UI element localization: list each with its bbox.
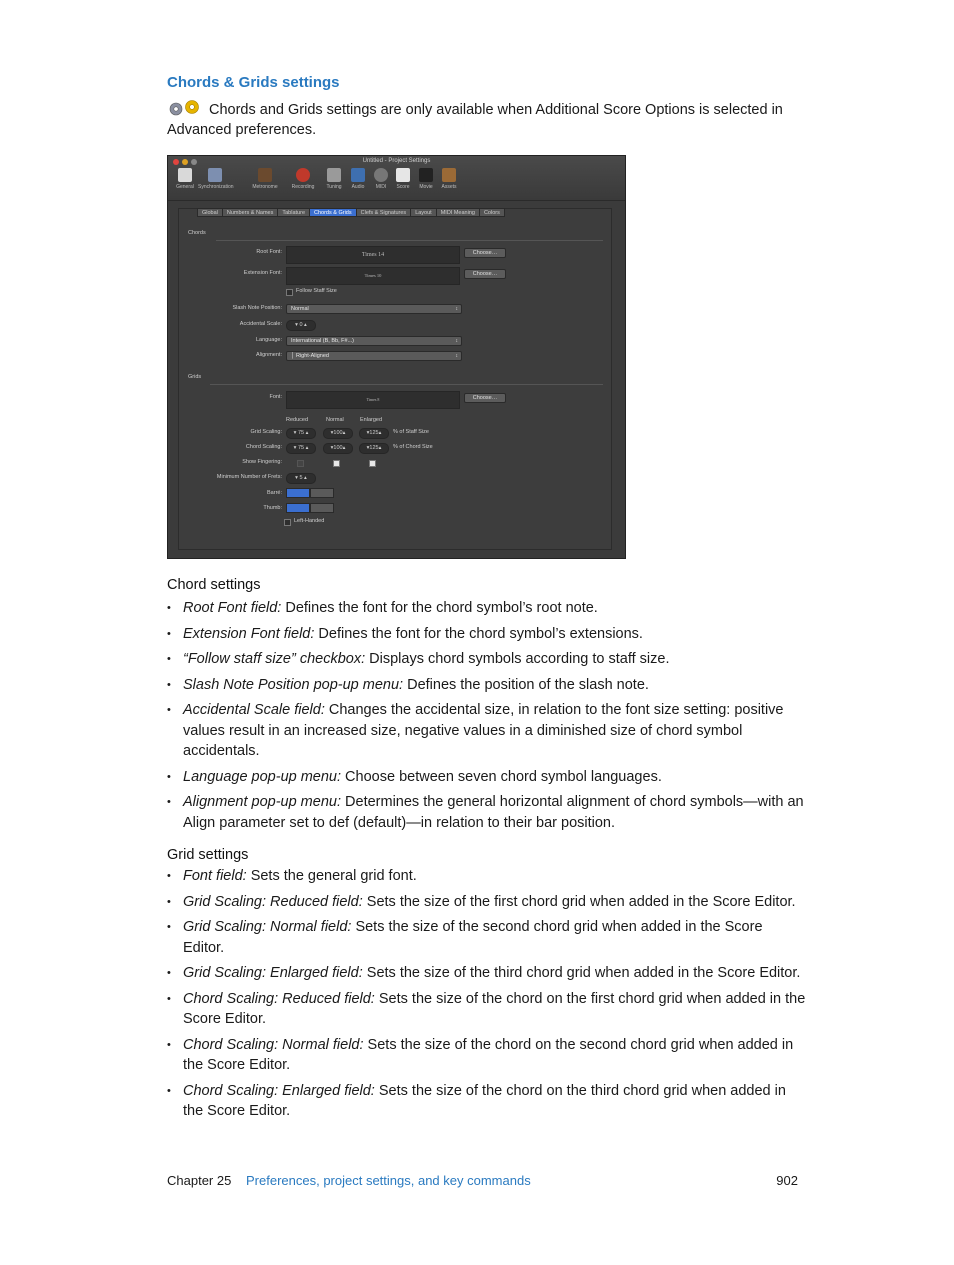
list-item: • Font field: Sets the general grid font.	[167, 866, 807, 887]
chord-settings-section	[167, 577, 807, 833]
slash-note-label: Slash Note Position:	[232, 305, 282, 311]
tab-layout: Layout	[410, 208, 437, 217]
chevron-updown-icon: ↕	[455, 353, 458, 359]
intro-paragraph	[167, 99, 797, 140]
grid-scaling-reduced: ▾ 75 ▴	[286, 428, 316, 439]
show-fingering-enlarged-checkbox	[369, 460, 376, 467]
grid-settings-list	[167, 866, 807, 1122]
toolbar-score: Score	[390, 168, 416, 190]
score-icon	[396, 168, 410, 182]
alignment-popup: │ Right-Aligned ↕	[286, 351, 462, 361]
accidental-scale-label: Accidental Scale:	[239, 321, 282, 327]
chord-scaling-normal: ▾100▴	[323, 443, 353, 454]
show-fingering-label: Show Fingering:	[242, 459, 282, 465]
list-item: • Chord Scaling: Reduced field: Sets the size of the chord on the first chord grid when added in the Score Editor.	[167, 989, 807, 1030]
tab-numbers-names: Numbers & Names	[222, 208, 278, 217]
recording-icon	[296, 168, 310, 182]
list-item: • Root Font field: Defines the font for the chord symbol’s root note.	[167, 598, 807, 619]
language-popup: International (B, Bb, F#...) ↕	[286, 336, 462, 346]
page-number: 902	[776, 1173, 798, 1188]
list-item: • Chord Scaling: Enlarged field: Sets the size of the chord on the third chord grid when added in the Score Editor.	[167, 1081, 807, 1122]
chevron-updown-icon: ↕	[455, 338, 458, 344]
min-frets-stepper: ▾ 5 ▴	[286, 473, 316, 484]
grid-scaling-label: Grid Scaling:	[250, 429, 282, 435]
min-frets-label: Minimum Number of Frets:	[216, 474, 282, 480]
barre-option-curved	[286, 488, 310, 498]
chord-scaling-label: Chord Scaling:	[245, 444, 282, 450]
audio-icon	[351, 168, 365, 182]
toolbar-movie: Movie	[413, 168, 439, 190]
extension-font-choose-button: Choose…	[464, 269, 506, 279]
list-item: • Accidental Scale field: Changes the accidental size, in relation to the font size setting: positive values result in an increased size, negative values in a diminished size of chord symbol accidentals.	[167, 700, 807, 762]
list-item: • Language pop-up menu: Choose between seven chord symbol languages.	[167, 767, 807, 788]
toolbar-midi: MIDI	[368, 168, 394, 190]
toolbar-tuning: Tuning	[321, 168, 347, 190]
list-item: • Alignment pop-up menu: Determines the general horizontal alignment of chord symbols—with an Align parameter set to def (default)—in relation to their bar position.	[167, 792, 807, 833]
grid-font-label: Font:	[269, 394, 282, 400]
left-handed-checkbox	[284, 519, 291, 526]
settings-tabs	[197, 208, 504, 217]
tuning-icon	[327, 168, 341, 182]
chord-settings-list	[167, 598, 807, 833]
synchronization-icon	[208, 168, 222, 182]
metronome-icon	[258, 168, 272, 182]
general-icon	[178, 168, 192, 182]
footer-chapter: Chapter 25	[167, 1173, 232, 1188]
footer-chapter-title-link[interactable]: Preferences, project settings, and key commands	[246, 1173, 531, 1188]
tab-colors: Colors	[479, 208, 505, 217]
movie-icon	[419, 168, 433, 182]
slash-note-popup: Normal ↕	[286, 304, 462, 314]
thumb-option-circle	[286, 503, 310, 513]
grid-scaling-normal: ▾100▴	[323, 428, 353, 439]
language-label: Language:	[256, 337, 282, 343]
list-item: • “Follow staff size” checkbox: Displays chord symbols according to staff size.	[167, 649, 807, 670]
barre-option-straight	[310, 488, 334, 498]
divider	[210, 384, 603, 385]
toolbar-recording: Recording	[290, 168, 316, 190]
tab-midi-meaning: MIDI Meaning	[436, 208, 480, 217]
left-handed-label: Left-Handed	[294, 518, 325, 524]
tab-tablature: Tablature	[277, 208, 310, 217]
grid-font-field: Times 8	[286, 391, 460, 409]
root-font-label: Root Font:	[256, 249, 282, 255]
advanced-settings-gears-icon	[167, 99, 203, 117]
midi-icon	[374, 168, 388, 182]
follow-staff-size-checkbox	[286, 289, 293, 296]
project-settings-screenshot	[167, 155, 626, 559]
chord-scaling-reduced: ▾ 75 ▴	[286, 443, 316, 454]
tab-global: Global	[197, 208, 223, 217]
chord-settings-heading: Chord settings	[167, 577, 261, 593]
section-title: Chords & Grids settings	[167, 74, 340, 91]
thumb-option-t	[310, 503, 334, 513]
window-title: Untitled - Project Settings	[362, 158, 431, 164]
barre-label: Barré:	[267, 490, 282, 496]
root-font-choose-button: Choose…	[464, 248, 506, 258]
list-item: • Chord Scaling: Normal field: Sets the size of the chord on the second chord grid when added in the Score Editor.	[167, 1035, 807, 1076]
assets-icon	[442, 168, 456, 182]
chords-group-label: Chords	[188, 230, 206, 236]
toolbar-synchronization: Synchronization	[198, 168, 232, 190]
follow-staff-size-label: Follow Staff Size	[296, 288, 337, 294]
divider	[216, 240, 603, 241]
root-font-field: Times 14	[286, 246, 460, 264]
extension-font-label: Extension Font:	[243, 270, 282, 276]
toolbar-audio: Audio	[345, 168, 371, 190]
list-item: • Grid Scaling: Enlarged field: Sets the size of the third chord grid when added in the Score Editor.	[167, 963, 807, 984]
intro-text: Chords and Grids settings are only available when Additional Score Options is selected in Advanced preferences.	[167, 102, 783, 138]
toolbar-general: General	[172, 168, 198, 190]
col-enlarged: Enlarged	[360, 417, 383, 423]
grid-font-choose-button: Choose…	[464, 393, 506, 403]
window-titlebar	[168, 156, 625, 201]
tab-chords-grids: Chords & Grids	[309, 208, 357, 217]
grid-scaling-unit: % of Staff Size	[393, 429, 429, 435]
toolbar-metronome: Metronome	[252, 168, 278, 190]
thumb-label: Thumb:	[263, 505, 282, 511]
list-item: • Extension Font field: Defines the font for the chord symbol’s extensions.	[167, 624, 807, 645]
grid-scaling-enlarged: ▾125▴	[359, 428, 389, 439]
chord-scaling-unit: % of Chord Size	[393, 444, 433, 450]
toolbar-assets: Assets	[436, 168, 462, 190]
grid-settings-section	[167, 847, 807, 1122]
list-item: • Slash Note Position pop-up menu: Defines the position of the slash note.	[167, 675, 807, 696]
chord-scaling-enlarged: ▾125▴	[359, 443, 389, 454]
chevron-updown-icon: ↕	[455, 306, 458, 312]
extension-font-field: Times 10	[286, 267, 460, 285]
col-reduced: Reduced	[286, 417, 309, 423]
tab-clefs-signatures: Clefs & Signatures	[356, 208, 412, 217]
col-normal: Normal	[326, 417, 344, 423]
accidental-scale-stepper: ▾ 0 ▴	[286, 320, 316, 331]
show-fingering-reduced-checkbox	[297, 460, 304, 467]
list-item: • Grid Scaling: Reduced field: Sets the size of the first chord grid when added in the Score Editor.	[167, 892, 807, 913]
list-item: • Grid Scaling: Normal field: Sets the size of the second chord grid when added in the Score Editor.	[167, 917, 807, 958]
grids-group-label: Grids	[188, 374, 202, 380]
grid-settings-heading: Grid settings	[167, 847, 249, 863]
alignment-label: Alignment:	[256, 352, 282, 358]
show-fingering-normal-checkbox	[333, 460, 340, 467]
